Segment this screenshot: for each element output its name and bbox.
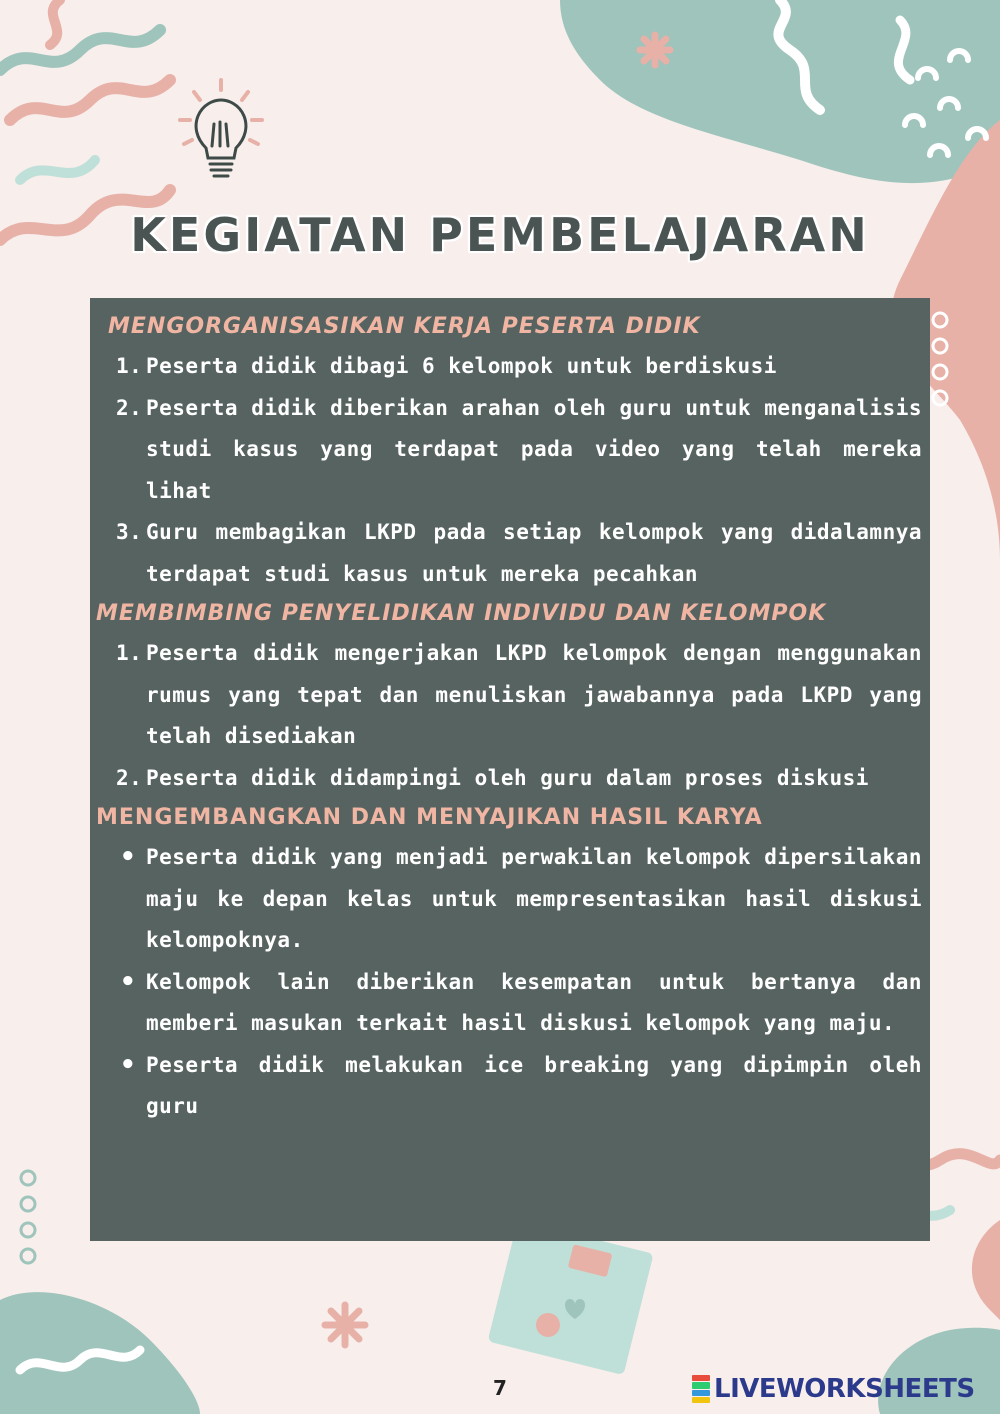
content-panel <box>90 298 930 1241</box>
section-title-present: MENGEMBANGKAN DAN MENYAJIKAN HASIL KARYA <box>96 805 763 830</box>
section-title-guide: MEMBIMBING PENYELIDIKAN INDIVIDU DAN KELOMPOK <box>96 601 827 626</box>
liveworksheets-icon <box>692 1375 710 1403</box>
list-item: 1. Peserta didik mengerjakan LKPD kelompok dengan menggunakan rumus yang tepat dan menuliskan jawabannya pada LKPD yang telah disediakan <box>116 641 922 748</box>
list-item: 2. Peserta didik didampingi oleh guru dalam proses diskusi <box>116 765 869 790</box>
list-item: • Kelompok lain diberikan kesempatan untuk bertanya dan memberi masukan terkait hasil diskusi kelompok yang maju. <box>120 966 922 1035</box>
circles-left-bottom <box>21 1171 35 1263</box>
list-item: 2. Peserta didik diberikan arahan oleh guru untuk menganalisis studi kasus yang terdapat pada video yang telah mereka lihat <box>116 395 922 503</box>
squiggle-top-left-teal <box>0 30 160 70</box>
section-title-organize: MENGORGANISASIKAN KERJA PESERTA DIDIK <box>108 314 701 339</box>
asterisk-bottom <box>325 1305 365 1345</box>
list-item: • Peserta didik yang menjadi perwakilan kelompok dipersilakan maju ke depan kelas untuk mempresentasikan hasil diskusi kelompoknya. <box>120 842 922 952</box>
brand-name: LIVEWORKSHEETS <box>714 1374 975 1404</box>
list-item: 1. Peserta didik dibagi 6 kelompok untuk berdiskusi <box>116 354 777 378</box>
page-title: KEGIATAN PEMBELAJARAN <box>130 208 870 262</box>
list-item: 3. Guru membagikan LKPD pada setiap kelompok yang didalamnya terdapat studi kasus untuk mereka pecahkan <box>116 520 922 586</box>
lightbulb-icon <box>176 78 266 188</box>
squiggle-top-left-pink <box>10 80 170 120</box>
squiggle-left-teal <box>20 160 95 180</box>
notebook-illustration <box>488 1220 654 1375</box>
pink-blob-bottom-right <box>972 1220 1000 1320</box>
list-item: • Peserta didik melakukan ice breaking yang dipimpin oleh guru <box>120 1049 922 1118</box>
page-number: 7 <box>493 1376 507 1400</box>
squiggle-left-pink-2 <box>50 0 60 45</box>
asterisk-top <box>640 35 670 65</box>
liveworksheets-logo[interactable] <box>692 1371 975 1407</box>
